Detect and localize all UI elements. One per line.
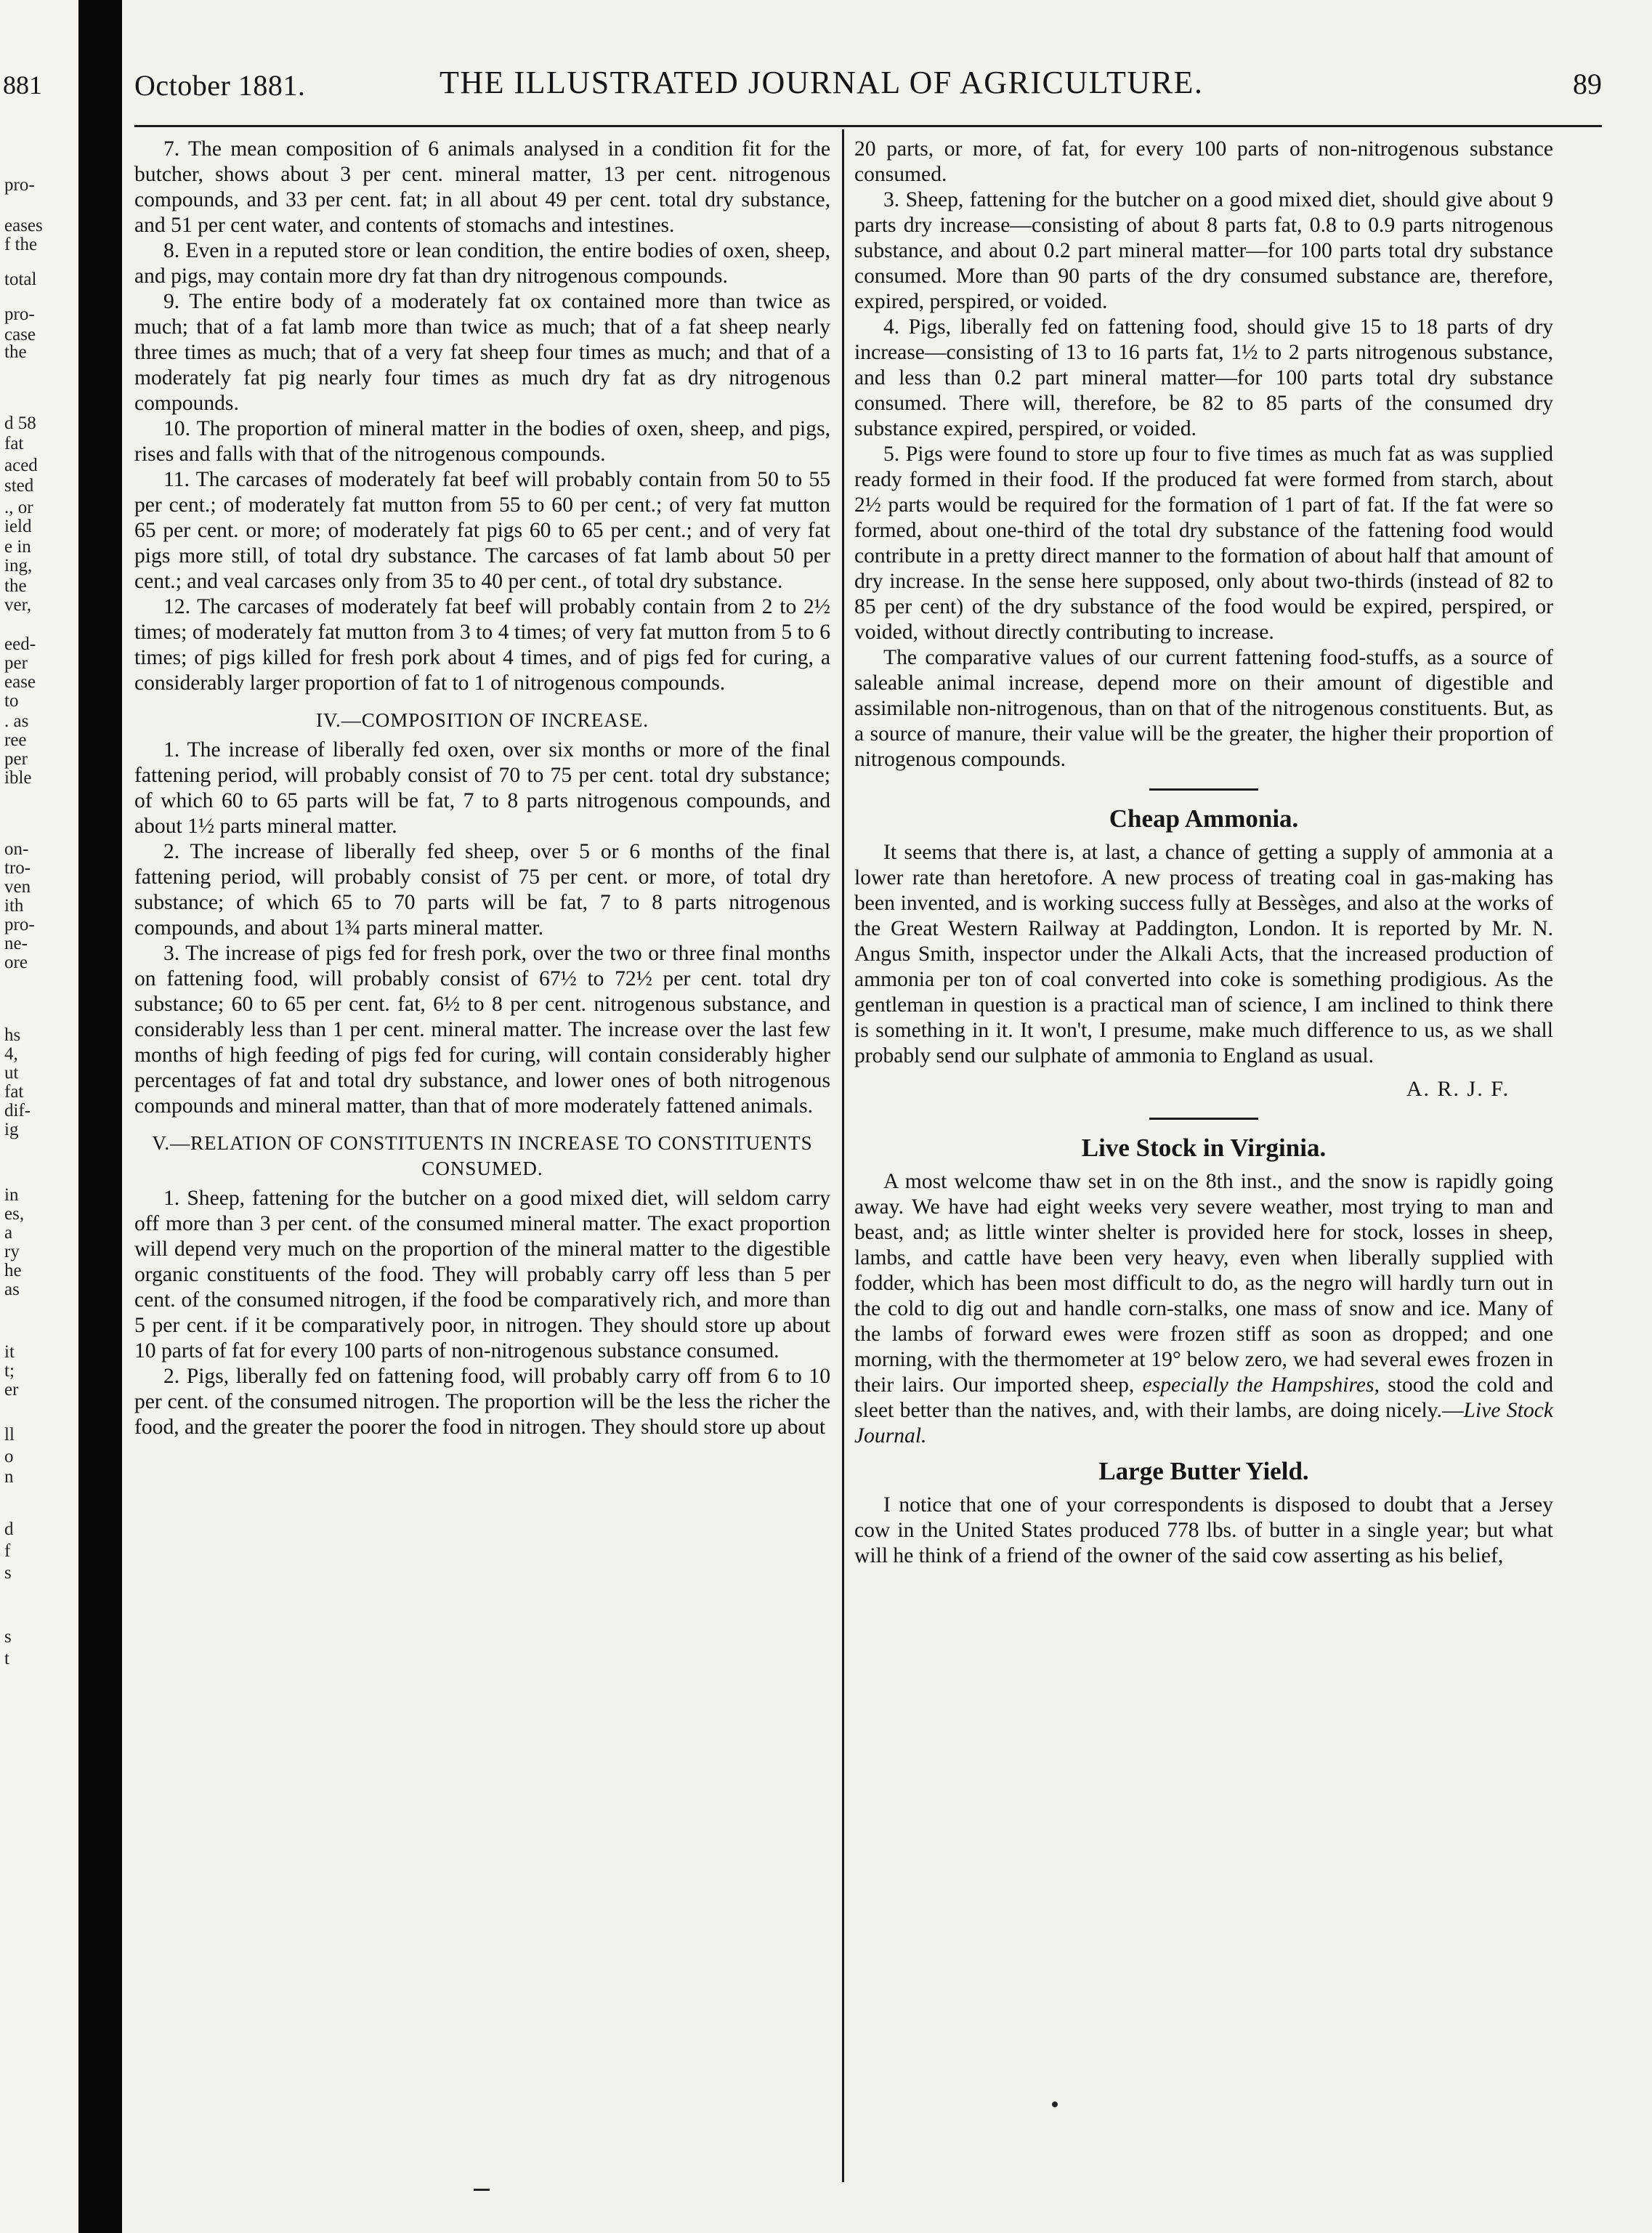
header-rule bbox=[134, 125, 1602, 127]
relation-paragraph-5: 5. Pigs were found to store up four to five times as much fat as was supplied ready formed in their food. If the produced fat were formed from starch, about 2½ parts would be required for the formation of 1 part of fat. If the fat were so formed, about one-third of the total dry substance of the fattening food would contribute in a pretty direct manner to the formation of about half that amount of dry increase. In the sense here supposed, only about two-thirds (instead of 82 to 85 per cent) of the dry substance of the food would be expired, perspired, or voided, without directly contributing to increase. bbox=[854, 443, 1553, 644]
previous-page-fragment: ven bbox=[4, 877, 31, 897]
previous-page-fragment: er bbox=[4, 1380, 19, 1400]
relation-paragraph-6: The comparative values of our current fattening food-stuffs, as a source of saleable animal increase, depend more on their amount of digestible and assimilable non-nitrogenous, than on that of the nitrogenous constituents. But, as a source of manure, their value will be the greater, the higher their proportion of nitrogenous compounds. bbox=[854, 646, 1553, 771]
page-header bbox=[134, 64, 1602, 108]
previous-page-fragment: ll bbox=[4, 1425, 15, 1445]
previous-page-fragment: dif- bbox=[4, 1101, 31, 1120]
previous-page-fragment: ig bbox=[4, 1120, 19, 1139]
previous-page-fragment: n bbox=[4, 1467, 14, 1487]
column-divider bbox=[842, 129, 844, 2182]
paragraph-9: 9. The entire body of a moderately fat ox contained more than twice as much; that of a fat lamb more than twice as much; that of a fat sheep nearly three times as much; that of a very fat sheep four times as much; and that of a moderately fat pig nearly four times as much dry fat as dry nitrogenous compounds. bbox=[134, 290, 830, 415]
relation-paragraph-1: 1. Sheep, fattening for the butcher on a good mixed diet, will seldom carry off more than 3 per cent. of the consumed mineral matter. The exact proportion will depend very much on the proportion of the mineral matter to the digestible organic constituents of the food. They will probably carry off less than 5 per cent. of the consumed nitrogen, if the food be comparatively rich, and more than 5 per cent. if it be comparatively poor, in nitrogen. They should store up about 10 parts of fat for every 100 parts of non-nitrogenous substance consumed. bbox=[134, 1187, 830, 1362]
virginia-text-b: stood the cold and sleet better than the natives, and, with their lambs, are doing nicely.— bbox=[854, 1373, 1554, 1422]
previous-page-fragment: ne- bbox=[4, 934, 28, 953]
previous-page-fragment: case bbox=[4, 325, 36, 344]
previous-page-fragment: ore bbox=[4, 953, 28, 972]
previous-page-fragment: fat bbox=[4, 1082, 24, 1102]
paragraph-7: 7. The mean composition of 6 animals analysed in a condition fit for the butcher, shows about 3 per cent. mineral matter, 13 per cent. nitrogenous compounds, and 33 per cent. fat; in all about 49 per cent. total dry substance, and 51 per cent water, and contents of stomachs and intestines. bbox=[134, 137, 830, 237]
page-number: 89 bbox=[1573, 68, 1602, 100]
article-rule bbox=[1149, 1118, 1258, 1120]
previous-page-fragment: ree bbox=[4, 730, 27, 750]
ammonia-paragraph: It seems that there is, at last, a chance of getting a supply of ammonia at a lower rate than heretofore. A new process of treating coal in gas-making has been invented, and is working success fully at Bessèges, and also at the works of the Great Western Railway at Paddington, London. It is reported by Mr. N. Angus Smith, inspector under the Alkali Acts, that the increased production of ammonia per ton of coal converted into coke is something prodigious. As the gentleman in question is a practical man of science, I am inclined to think there is something in it. It won't, I presume, make much difference to us, as we shall probably send our sulphate of ammonia to England as usual. bbox=[854, 841, 1553, 1067]
previous-page-fragment: ith bbox=[4, 896, 24, 916]
previous-page-fragment: o bbox=[4, 1447, 14, 1466]
previous-page-fragment: the bbox=[4, 342, 27, 362]
previous-page-fragment: ield bbox=[4, 517, 32, 536]
butter-paragraph: I notice that one of your correspondents is disposed to doubt that a Jersey cow in the United States produced 778 lbs. of butter in a single year; but what will he think of a friend of the owner of the said cow asserting as his belief, bbox=[854, 1493, 1553, 1567]
article-title-live-stock-virginia: Live Stock in Virginia. bbox=[1081, 1134, 1327, 1162]
previous-page-fragment: eed- bbox=[4, 634, 36, 654]
previous-page-fragment: 4, bbox=[4, 1044, 18, 1064]
increase-paragraph-2: 2. The increase of liberally fed sheep, over 5 or 6 months of the final fattening period, will probably consist of 75 per cent. or more, of total dry substance; of which 65 to 70 parts will be fat, 7 to 8 parts nitrogenous compounds, and about 1¾ parts mineral matter. bbox=[134, 840, 830, 940]
footer-dash bbox=[474, 2189, 490, 2191]
virginia-paragraph bbox=[854, 1169, 1553, 1449]
previous-page-fragment: s bbox=[4, 1563, 12, 1583]
previous-page-fragment: as bbox=[4, 1280, 20, 1299]
previous-page-fragment: e in bbox=[4, 537, 31, 557]
previous-page-fragment: pro- bbox=[4, 175, 35, 195]
previous-page-fragment: total bbox=[4, 270, 37, 289]
previous-page-fragment: d 58 bbox=[4, 413, 36, 433]
previous-page-fragment: it bbox=[4, 1342, 15, 1362]
previous-page-fragment: ut bbox=[4, 1063, 19, 1083]
relation-paragraph-3: 3. Sheep, fattening for the butcher on a good mixed diet, should give about 9 parts dry increase—consisting of about 8 parts fat, 0.8 to 0.9 parts nitrogenous substance, and about 0.2 part mineral matter—for 100 parts total dry substance consumed. More than 90 parts of the dry consumed substance are, therefore, expired, perspired, or voided. bbox=[854, 188, 1553, 313]
paragraph-11: 11. The carcases of moderately fat beef will probably contain from 50 to 55 per cent.; of moderately fat mutton from 55 to 60 per cent.; of very fat mutton 65 per cent. or more; of moderately fat pigs 60 to 65 per cent.; and of very fat pigs more still, of total dry substance. The carcases of fat lamb about 50 per cent.; and veal carcases only from 35 to 40 per cent., of total dry substance. bbox=[134, 468, 830, 593]
previous-page-fragment: pro- bbox=[4, 304, 35, 324]
paragraph-8: 8. Even in a reputed store or lean condition, the entire bodies of oxen, sheep, and pigs, may contain more dry fat than dry nitrogenous compounds. bbox=[134, 239, 830, 288]
previous-page-fragment: per bbox=[4, 749, 28, 769]
previous-page-fragment: f the bbox=[4, 235, 38, 254]
virginia-emphasis: especially the Hampshires, bbox=[1142, 1373, 1380, 1397]
section-heading-iv: IV.—COMPOSITION OF INCREASE. bbox=[315, 709, 649, 731]
increase-paragraph-1: 1. The increase of liberally fed oxen, over six months or more of the final fattening period, will probably consist of 70 to 75 per cent. total dry substance; of which 60 to 65 parts will be fat, 7 to 8 parts nitrogenous compounds, and about 1½ parts mineral matter. bbox=[134, 738, 830, 838]
relation-paragraph-2-continued: 20 parts, or more, of fat, for every 100 parts of non-nitrogenous substance consumed. bbox=[854, 137, 1553, 186]
virginia-text-a: A most welcome thaw set in on the 8th inst., and the snow is rapidly going away. We have had eight weeks very severe weather, most trying to man and beast, and; as little winter shelter is provided here for stock, losses in sheep, lambs, and cattle have been very heavy, even when liberally supplied with fodder, which has been most difficult to do, as the negro will hardly turn out in the cold to dig out and handle corn-stalks, one mass of snow and ice. Many of the lambs of forward ewes were frozen stiff as soon as dropped; and one morning, with the thermometer at 19° below zero, we had several ewes frozen in their lairs. Our imported sheep, bbox=[854, 1170, 1553, 1397]
previous-page-fragment: ver, bbox=[4, 595, 32, 615]
left-column bbox=[134, 137, 830, 1440]
previous-page-fragment: tro- bbox=[4, 858, 31, 878]
relation-paragraph-4: 4. Pigs, liberally fed on fattening food, should give 15 to 18 parts of dry increase—consisting of 13 to 16 parts fat, 1½ to 2 parts nitrogenous substance, and less than 0.2 part mineral matter—for 100 parts total dry substance consumed. There will, therefore, be 82 to 85 parts of the consumed dry substance expired, perspired, or voided. bbox=[854, 315, 1553, 440]
previous-page-fragment: eases bbox=[4, 216, 43, 235]
journal-title: THE ILLUSTRATED JOURNAL OF AGRICULTURE. bbox=[440, 65, 1204, 100]
previous-page-fragment: d bbox=[4, 1519, 14, 1539]
paragraph-10: 10. The proportion of mineral matter in the bodies of oxen, sheep, and pigs, rises and falls with that of the nitrogenous compounds. bbox=[134, 417, 830, 466]
previous-page-fragment: on- bbox=[4, 839, 29, 859]
previous-page-fragment: f bbox=[4, 1541, 11, 1561]
previous-page-fragment: the bbox=[4, 576, 27, 596]
ammonia-signature: A. R. J. F. bbox=[1406, 1077, 1510, 1101]
previous-page-fragment: ible bbox=[4, 768, 32, 788]
previous-page-fragment: hs bbox=[4, 1025, 21, 1045]
previous-page-fragment: t; bbox=[4, 1361, 15, 1381]
binding-gutter bbox=[78, 0, 122, 2233]
page-mark bbox=[1052, 2101, 1058, 2107]
previous-page-fragment: s bbox=[4, 1627, 12, 1647]
previous-page-fragment: pro- bbox=[4, 915, 35, 934]
previous-page-fragment: ry bbox=[4, 1242, 20, 1261]
previous-page-fragment: a bbox=[4, 1223, 13, 1243]
header-date: October 1881. bbox=[134, 69, 306, 102]
previous-page-fragment: fat bbox=[4, 434, 24, 453]
previous-page-fragment: to bbox=[4, 691, 19, 711]
previous-page-fragment: aced bbox=[4, 456, 38, 475]
virginia-source: Live Stock Journal. bbox=[854, 1399, 1554, 1447]
previous-page-fragment: ing, bbox=[4, 556, 33, 576]
section-heading-v: V.—RELATION OF CONSTITUENTS IN INCREASE TO CONSTITUENTS CONSUMED. bbox=[152, 1132, 813, 1179]
previous-page-fragment: per bbox=[4, 653, 28, 673]
right-column bbox=[854, 137, 1553, 1569]
previous-page-strip bbox=[0, 0, 76, 2233]
previous-page-fragment: . as bbox=[4, 711, 29, 731]
previous-page-fragment: he bbox=[4, 1261, 22, 1280]
previous-page-number: 881 bbox=[3, 70, 42, 100]
increase-paragraph-3: 3. The increase of pigs fed for fresh pork, over the two or three final months on fattening food, will probably consist of 67½ to 72½ per cent. total dry substance; 60 to 65 per cent. fat, 6½ to 8 per cent. nitrogenous substance, and considerably less than 1 per cent. mineral matter. The increase over the last few months of high feeding of pigs fed for curing, will contain considerably higher percentages of fat and total dry substance, and lower ones of both nitrogenous compounds and mineral matter, than that of more moderately fattened animals. bbox=[134, 942, 830, 1118]
previous-page-fragment: ease bbox=[4, 672, 36, 692]
paragraph-12: 12. The carcases of moderately fat beef will probably contain from 2 to 2½ times; of moderately fat mutton from 3 to 4 times; of very fat mutton from 5 to 6 times; of pigs killed for fresh pork about 4 times, and of pigs fed for curing, a considerably larger proportion of fat to 1 of nitrogenous compounds. bbox=[134, 595, 830, 695]
previous-page-fragment: ., or bbox=[4, 498, 33, 517]
previous-page-fragment: t bbox=[4, 1649, 9, 1668]
previous-page-fragment: in bbox=[4, 1185, 19, 1205]
relation-paragraph-2: 2. Pigs, liberally fed on fattening food, will probably carry off from 6 to 10 per cent. of the consumed nitrogen. The proportion will be the less the richer the food, and the greater the poorer the food in nitrogen. They should store up about bbox=[134, 1365, 830, 1439]
previous-page-fragment: sted bbox=[4, 476, 34, 496]
article-title-cheap-ammonia: Cheap Ammonia. bbox=[1109, 804, 1299, 833]
article-title-large-butter-yield: Large Butter Yield. bbox=[1098, 1457, 1309, 1485]
article-rule bbox=[1149, 788, 1258, 791]
previous-page-fragment: es, bbox=[4, 1204, 25, 1224]
